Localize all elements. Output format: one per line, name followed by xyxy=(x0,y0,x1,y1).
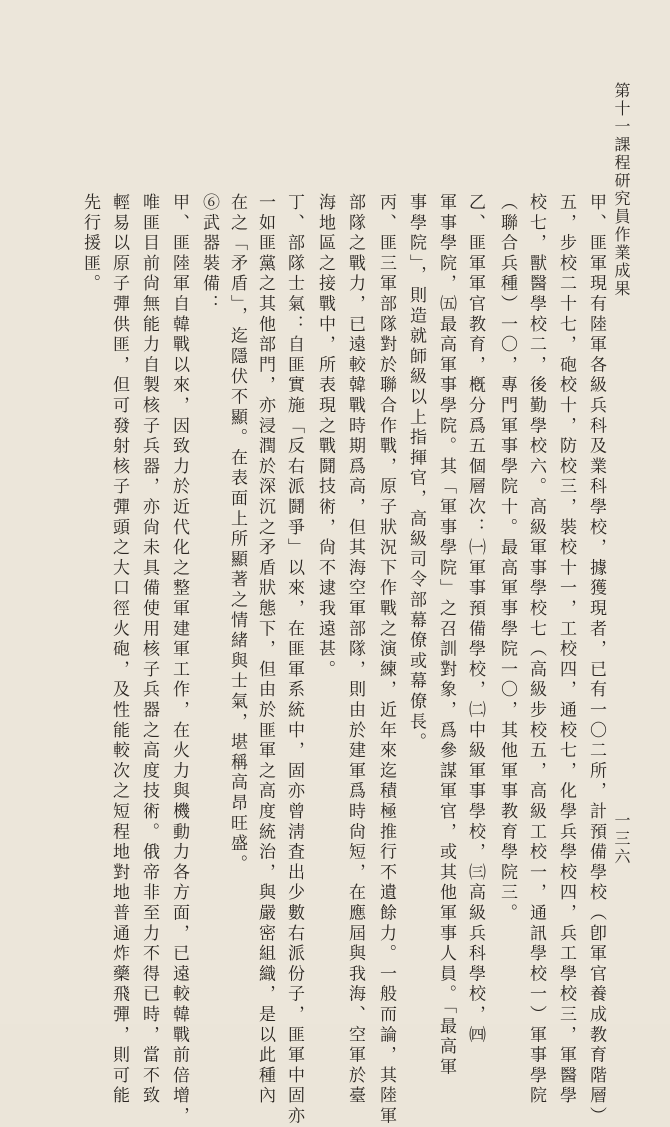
text-column: ⑥武器裝備： xyxy=(199,193,219,315)
text-column: 部隊之戰力，已遠較韓戰時期爲高，但其海空軍部隊，則由於建軍爲時尙短，在應屆與我海、空軍於臺 xyxy=(345,193,365,1107)
text-column: 在之「矛盾」，迄隱伏不顯。在表面上所顯著之情緒與士氣，堪稱高昂旺盛。 xyxy=(227,193,247,875)
text-column: 軍事學院，㈤最高軍事學院。其「軍事學院」之召訓對象，爲參謀軍官，或其他軍事人員。「最高軍 xyxy=(436,193,456,1078)
text-column: 輕易以原子彈供匪，但可發射核子彈頭之大口徑火砲，及性能較次之短程地對地普通炸藥飛彈，則可能 xyxy=(109,193,129,1107)
text-column: 先行援匪。 xyxy=(80,193,100,295)
text-column: 丁、部隊士氣：自匪實施「反右派鬪爭」以來，在匪軍系統中，固亦曾淸査出少數右派份子，匪軍中固亦 xyxy=(284,193,304,1127)
text-column: 唯匪目前尙無能力自製核子兵器，亦尙未具備使用核子兵器之高度技術。俄帝非至力不得已時，當不致 xyxy=(139,193,159,1107)
page-number: 一三六 xyxy=(612,812,631,866)
text-column: 海地區之接戰中，所表現之戰鬪技術，尙不逮我遠甚。 xyxy=(315,193,335,681)
text-column: 甲、匪軍現有陸軍各級兵科及業科學校，據獲現者，已有一〇二所，計預備學校（卽軍官養成教育階層） xyxy=(586,193,606,1127)
text-column: 五，步校二十七，砲校十，防校三，裝校十一，工校四，通校七，化學兵學校四，兵工學校三，軍醫學 xyxy=(556,193,576,1107)
text-column: （聯合兵種）一〇，專門軍事學院十。最高軍事學院一〇，其他軍事教育學院三。 xyxy=(497,193,517,924)
text-column: 事學院」，則造就師級以上指揮官，高級司令部幕僚或幕僚長。 xyxy=(406,193,426,753)
running-title: 第十一課程研究員作業成果 xyxy=(612,82,631,298)
text-column: 一如匪黨之其他部門，亦浸潤於深沉之矛盾狀態下，但由於匪軍之高度統治，與嚴密組織，是以此種內 xyxy=(255,193,275,1107)
text-column: 校七，獸醫學校二，後勤學校六。高級軍事學校七（高級步校五，高級工校一，通訊學校一）軍事學院 xyxy=(526,193,546,1107)
text-column: 丙、匪三軍部隊對於聯合作戰，原子狀況下作戰之演練，近年來迄積極推行不遺餘力。一般而論，其陸軍 xyxy=(376,193,396,1127)
text-column: 乙、匪軍軍官教育，槪分爲五個層次：㈠軍事預備學校，㈡中級軍事學校，㈢高級兵科學校，㈣ xyxy=(465,193,485,1046)
text-column: 甲、匪陸軍自韓戰以來，因致力於近代化之整軍建軍工作，在火力與機動力各方面，已遠較韓戰前倍增， xyxy=(169,193,189,1127)
